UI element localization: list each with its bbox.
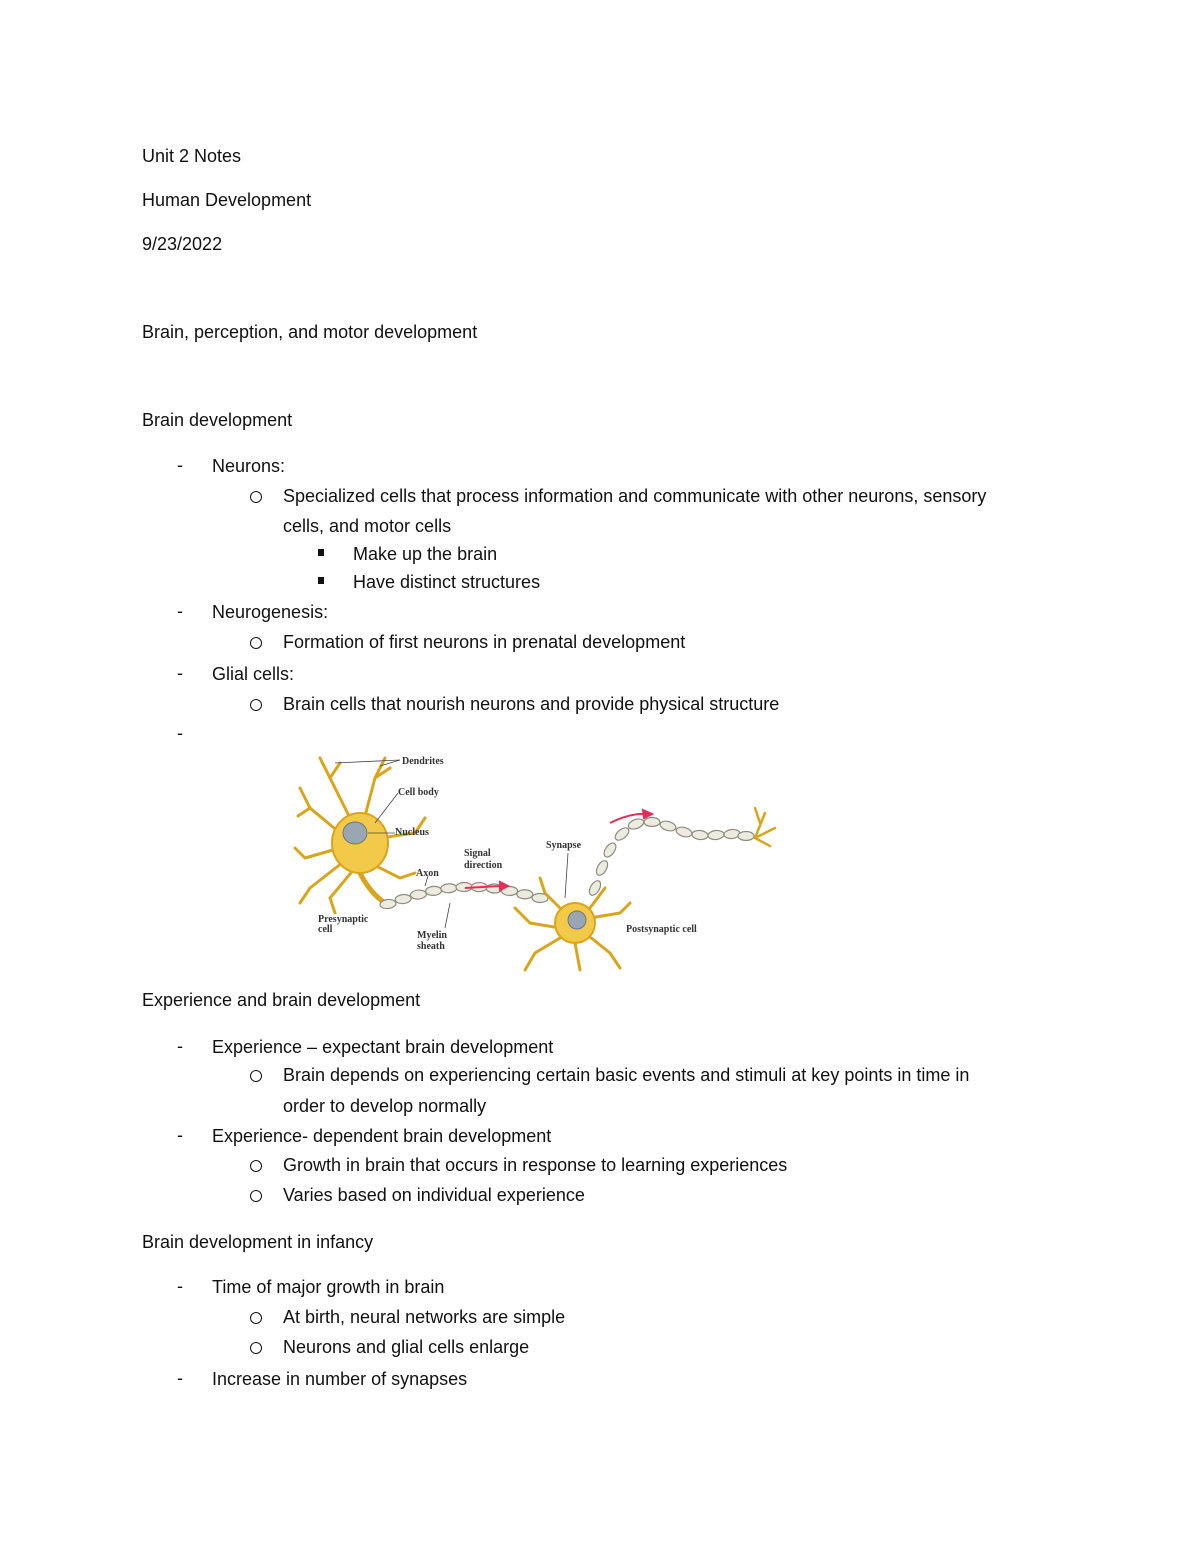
label-dendrites: Dendrites: [402, 756, 444, 767]
label-sheath: sheath: [417, 941, 445, 952]
circle-bullet: [250, 637, 262, 649]
myelin-segment: [594, 859, 610, 877]
list-item-dependent-def-1: Growth in brain that occurs in response to learning experiences: [283, 1155, 788, 1175]
list-item-expectant-def: Brain depends on experiencing certain basic events and stimuli at key points in time in: [283, 1065, 970, 1085]
neuron-diagram: [290, 738, 790, 978]
section-heading-experience: Experience and brain development: [142, 990, 421, 1010]
myelin-segment: [425, 886, 442, 896]
myelin-segment: [517, 890, 533, 899]
label-synapse: Synapse: [546, 840, 582, 851]
circle-bullet: [250, 1070, 262, 1082]
list-item-experience-dependent: Experience- dependent brain development: [212, 1126, 552, 1146]
list-item-neural-networks: At birth, neural networks are simple: [283, 1307, 566, 1327]
dash-bullet: -: [177, 1276, 183, 1296]
myelin-segment: [738, 832, 754, 841]
circle-bullet: [250, 1160, 262, 1172]
section-heading-brain-development: Brain development: [142, 410, 293, 430]
square-bullet: [318, 577, 324, 584]
circle-bullet: [250, 1342, 262, 1354]
doc-title: Unit 2 Notes: [142, 146, 242, 166]
list-item-neurogenesis-def: Formation of first neurons in prenatal development: [283, 632, 686, 652]
label-direction: direction: [464, 860, 503, 871]
label-myelin: Myelin: [417, 930, 447, 941]
dash-bullet: -: [177, 1368, 183, 1388]
myelin-segment: [613, 825, 631, 842]
myelin-segment: [410, 889, 427, 899]
myelin-segment: [659, 820, 677, 833]
list-item-cells-enlarge: Neurons and glial cells enlarge: [283, 1337, 530, 1357]
list-item-glial-def: Brain cells that nourish neurons and provide physical structure: [283, 694, 780, 714]
myelin-segment: [692, 830, 709, 840]
list-item-dependent-def-2: Varies based on individual experience: [283, 1185, 585, 1205]
list-item-experience-expectant: Experience – expectant brain development: [212, 1037, 554, 1057]
dash-bullet: -: [177, 723, 183, 743]
label-presynaptic-cell: cell: [318, 924, 333, 935]
myelin-segment: [675, 826, 693, 839]
list-item-expectant-def-cont: order to develop normally: [283, 1096, 487, 1116]
label-presynaptic: Presynaptic: [318, 914, 369, 925]
dash-bullet: -: [177, 663, 183, 683]
list-item-make-up-brain: Make up the brain: [353, 544, 498, 564]
square-bullet: [318, 549, 324, 556]
myelin-segment: [627, 817, 645, 831]
circle-bullet: [250, 491, 262, 503]
list-item-distinct-structures: Have distinct structures: [353, 572, 541, 592]
list-item-neurons-def: Specialized cells that process information and communicate with other neurons, sensory: [283, 486, 987, 506]
dash-bullet: -: [177, 1125, 183, 1145]
myelin-segment: [395, 894, 412, 904]
myelin-axon: [380, 817, 754, 909]
list-item-neurons: Neurons:: [212, 456, 286, 476]
myelin-segment: [708, 830, 725, 840]
section-heading-infancy: Brain development in infancy: [142, 1232, 374, 1252]
label-cell-body: Cell body: [398, 787, 439, 798]
list-item-glial-cells: Glial cells:: [212, 664, 295, 684]
dash-bullet: -: [177, 601, 183, 621]
circle-bullet: [250, 699, 262, 711]
axon-terminal: [755, 808, 775, 846]
list-item-major-growth: Time of major growth in brain: [212, 1277, 445, 1297]
list-item-neurogenesis: Neurogenesis:: [212, 602, 329, 622]
label-postsynaptic-cell: Postsynaptic cell: [626, 924, 697, 935]
list-item-neurons-def-cont: cells, and motor cells: [283, 516, 452, 536]
dash-bullet: -: [177, 455, 183, 475]
course-name: Human Development: [142, 190, 312, 210]
doc-date: 9/23/2022: [142, 234, 223, 254]
label-nucleus: Nucleus: [395, 827, 429, 838]
myelin-segment: [441, 883, 457, 893]
label-signal: Signal: [464, 848, 491, 859]
dash-bullet: -: [177, 1036, 183, 1056]
circle-bullet: [250, 1190, 262, 1202]
label-axon: Axon: [416, 868, 439, 879]
list-item-synapses: Increase in number of synapses: [212, 1369, 468, 1389]
circle-bullet: [250, 1312, 262, 1324]
myelin-segment: [644, 818, 660, 827]
topic-heading: Brain, perception, and motor development: [142, 322, 478, 342]
myelin-segment: [602, 841, 619, 859]
